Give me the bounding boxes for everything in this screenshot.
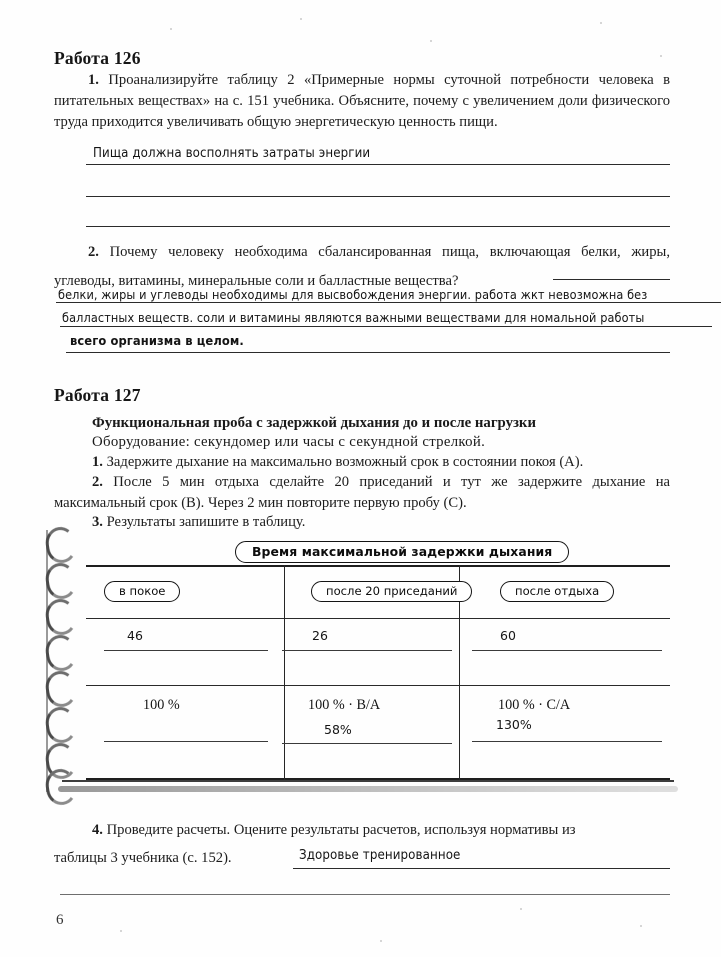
step-1 — [54, 452, 670, 473]
table-caption — [235, 541, 569, 563]
question-4-line-2: таблицы 3 учебника (с. 152). — [54, 850, 232, 866]
step-3-number: 3. — [92, 514, 103, 530]
question-4-number: 4. — [92, 822, 103, 838]
notebook-sheet-edge — [62, 780, 674, 782]
table-col-divider-1 — [284, 565, 285, 780]
experiment-subtitle: Функциональная проба с задержкой дыхания до и после нагрузки — [92, 415, 536, 431]
notebook-sheet-shadow — [58, 786, 678, 792]
table-value-after-rest[interactable]: 60 — [500, 628, 516, 643]
table-row-divider-1 — [86, 618, 670, 619]
equipment-label: Оборудование: — [92, 434, 190, 450]
step-3-body: Результаты запишите в таблицу. — [106, 514, 306, 530]
scan-speck — [430, 40, 432, 42]
equipment-text: секундомер или часы с секундной стрелкой. — [193, 434, 486, 450]
question-1-text — [54, 70, 670, 133]
section-title-work-126: Работа 126 — [54, 48, 141, 68]
question-1-answer-line-1[interactable]: Пища должна восполнять затраты энергии — [93, 146, 371, 161]
spiral-binding-icon — [44, 527, 78, 799]
table-formula-answer-after-rest[interactable]: 130% — [496, 717, 532, 732]
section-title-work-127: Работа 127 — [54, 385, 141, 405]
answer-rule-1a[interactable] — [86, 164, 670, 165]
formula-text-3: 100 % · C/A — [498, 697, 571, 713]
table-formula-rule-2[interactable] — [282, 743, 452, 744]
answer-rule-4b[interactable] — [60, 894, 670, 895]
scan-speck — [170, 28, 172, 30]
page-number: 6 — [56, 912, 64, 928]
question-4-line-1 — [54, 820, 670, 841]
answer-rule-1b[interactable] — [86, 196, 670, 197]
question-4-body-1: Проведите расчеты. Оцените результаты расчетов, используя нормативы из — [106, 822, 576, 838]
table-value-rule-2[interactable] — [282, 650, 452, 651]
scan-speck — [660, 55, 662, 57]
answer-rule-2b[interactable] — [60, 326, 712, 327]
scan-speck — [120, 930, 122, 932]
scan-speck — [640, 925, 642, 927]
table-value-rule-3[interactable] — [472, 650, 662, 651]
answer-rule-2a[interactable] — [56, 302, 721, 303]
table-header-cell-3 — [500, 581, 614, 602]
question-2-answer-line-1[interactable]: белки, жиры и углеводы необходимы для высвобождения энергии. работа жкт невозможна без — [58, 287, 648, 302]
table-formula-after-squats — [308, 697, 380, 714]
table-row-divider-2 — [86, 685, 670, 686]
formula-text-2: 100 % · B/A — [308, 697, 381, 713]
step-1-body: Задержите дыхание на максимально возможный срок в состоянии покоя (A). — [106, 454, 584, 470]
column-header-pill-3: после отдыха — [500, 581, 614, 602]
column-header-pill-1: в покое — [104, 581, 180, 602]
equipment-line — [92, 432, 672, 452]
table-value-rule-1[interactable] — [104, 650, 268, 651]
table-header-cell-1 — [104, 581, 180, 602]
table-formula-after-rest — [498, 697, 570, 714]
answer-rule-4a[interactable] — [293, 868, 670, 869]
question-2-body: Почему человеку необходима сбалансированная пища, включающая белки, жиры, углеводы, витамины, минеральные соли и балластные вещества? — [54, 244, 670, 289]
column-header-pill-2: после 20 приседаний — [311, 581, 472, 602]
question-4-answer-line-1[interactable]: Здоровье тренированное — [299, 848, 461, 863]
answer-rule-1c[interactable] — [86, 226, 670, 227]
scan-speck — [520, 908, 522, 910]
table-value-after-squats[interactable]: 26 — [312, 628, 328, 643]
step-2-number: 2. — [92, 474, 103, 490]
scan-speck — [600, 22, 602, 24]
question-2-answer-line-3[interactable]: всего организма в целом. — [70, 334, 244, 349]
table-value-rest[interactable]: 46 — [127, 628, 143, 643]
breath-hold-table — [86, 565, 670, 780]
table-formula-answer-after-squats[interactable]: 58% — [324, 722, 352, 737]
step-2-body: После 5 мин отдыха сделайте 20 приседаний и тут же задержите дыхание на максимальный срок (B). Через 2 мин повторите первую пробу (C). — [54, 474, 671, 511]
table-header-cell-2 — [311, 581, 472, 602]
answer-rule-2c[interactable] — [66, 352, 670, 353]
table-caption-pill: Время максимальной задержки дыхания — [235, 541, 569, 563]
question-1-body: Проанализируйте таблицу 2 «Примерные нормы суточной потребности человека в питательных веществах» на с. 151 учебника. Объясните, почему с увеличением доли физического труда приходится увеличивать общую энергетическую ценность пищи. — [54, 72, 670, 130]
answer-rule-2-inline[interactable] — [553, 279, 670, 280]
step-2 — [54, 472, 670, 514]
step-3 — [54, 512, 670, 533]
question-1-number: 1. — [88, 72, 99, 88]
question-2-number: 2. — [88, 244, 99, 260]
table-formula-rule-1[interactable] — [104, 741, 268, 742]
table-formula-rule-3[interactable] — [472, 741, 662, 742]
scan-speck — [380, 940, 382, 942]
table-border-top — [86, 565, 670, 567]
table-formula-rest — [143, 697, 180, 714]
formula-text-1: 100 % — [143, 697, 180, 713]
step-1-number: 1. — [92, 454, 103, 470]
scan-speck — [300, 18, 302, 20]
question-2-answer-line-2[interactable]: балластных веществ. соли и витамины являются важными веществами для номальной работы — [62, 310, 645, 325]
